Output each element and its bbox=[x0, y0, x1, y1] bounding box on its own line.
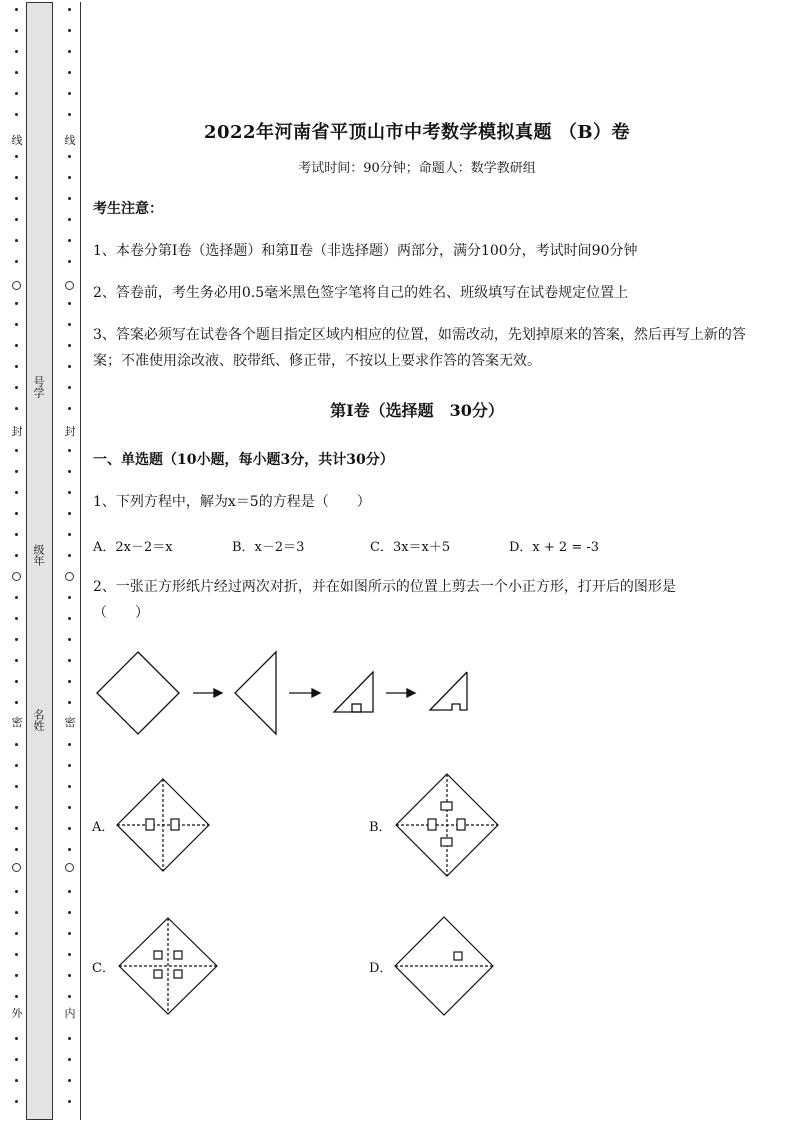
margin-dot bbox=[68, 512, 71, 515]
outer-dot-column bbox=[10, 0, 24, 1123]
margin-dot bbox=[15, 218, 18, 221]
margin-dot bbox=[15, 491, 18, 494]
margin-dot bbox=[68, 680, 71, 683]
page-subtitle: 考试时间：90分钟；命题人：数学教研组 bbox=[298, 161, 536, 176]
margin-dot bbox=[15, 449, 18, 452]
q1-option-b: B．x－2＝3 bbox=[232, 540, 305, 555]
q2-option-a-figure bbox=[114, 776, 212, 874]
margin-dot bbox=[15, 29, 18, 32]
margin-dot bbox=[15, 92, 18, 95]
margin-dot bbox=[68, 638, 71, 641]
margin-dot bbox=[15, 953, 18, 956]
margin-dot bbox=[68, 344, 71, 347]
q1-option-d: D．x + 2 = -3 bbox=[509, 540, 600, 555]
notes-heading: 考生注意： bbox=[93, 201, 163, 217]
margin-dot bbox=[68, 155, 71, 158]
margin-dot bbox=[68, 995, 71, 998]
margin-dot bbox=[68, 71, 71, 74]
inner-seal-mi: 密 bbox=[64, 716, 76, 729]
binding-line bbox=[80, 2, 81, 1120]
margin-dot bbox=[15, 743, 18, 746]
margin-dot bbox=[15, 596, 18, 599]
margin-dot bbox=[15, 680, 18, 683]
margin-dot bbox=[15, 71, 18, 74]
inner-hole-circle bbox=[65, 863, 74, 872]
inner-seal-nei: 内 bbox=[64, 1007, 76, 1020]
q2-option-d-figure bbox=[393, 915, 495, 1017]
outer-hole-circle bbox=[12, 572, 21, 581]
q1-option-a: A．2x－2＝x bbox=[93, 540, 173, 555]
q2-option-d-label: D． bbox=[369, 961, 393, 976]
margin-dot bbox=[68, 323, 71, 326]
q2-option-a-label: A． bbox=[92, 820, 115, 835]
margin-dot bbox=[68, 239, 71, 242]
field-grade: 级年 bbox=[32, 544, 45, 566]
margin-dot bbox=[68, 932, 71, 935]
margin-dot bbox=[15, 932, 18, 935]
margin-dot bbox=[68, 827, 71, 830]
margin-dot bbox=[15, 554, 18, 557]
margin-dot bbox=[68, 50, 71, 53]
cut-square-mark bbox=[352, 704, 361, 712]
note-item: 2、答卷前，考生务必用0.5毫米黑色签字笔将自己的姓名、班级填写在试卷规定位置上 bbox=[93, 285, 629, 301]
margin-dot bbox=[68, 491, 71, 494]
margin-dot bbox=[15, 533, 18, 536]
page-title: 2022年河南省平顶山市中考数学模拟真题 （B）卷 bbox=[203, 122, 631, 143]
margin-dot bbox=[15, 323, 18, 326]
outer-seal-xian: 线 bbox=[11, 134, 23, 147]
margin-dot bbox=[15, 8, 18, 11]
margin-dot bbox=[68, 218, 71, 221]
margin-dot bbox=[15, 638, 18, 641]
margin-dot bbox=[15, 386, 18, 389]
margin-dot bbox=[68, 365, 71, 368]
margin-dot bbox=[68, 449, 71, 452]
margin-dot bbox=[15, 197, 18, 200]
margin-dot bbox=[15, 806, 18, 809]
margin-dot bbox=[15, 113, 18, 116]
square-paper-shape bbox=[97, 652, 179, 734]
margin-dot bbox=[15, 617, 18, 620]
margin-dot bbox=[68, 8, 71, 11]
q2-option-b-figure bbox=[394, 772, 500, 878]
margin-dot bbox=[15, 155, 18, 158]
margin-dot bbox=[68, 302, 71, 305]
margin-dot bbox=[68, 701, 71, 704]
q2-option-c-label: C． bbox=[92, 961, 115, 976]
margin-dot bbox=[68, 1037, 71, 1040]
margin-dot bbox=[68, 743, 71, 746]
margin-dot bbox=[68, 1079, 71, 1082]
margin-dot bbox=[68, 554, 71, 557]
margin-dot bbox=[15, 302, 18, 305]
outer-hole-circle bbox=[12, 281, 21, 290]
cut-triangle-shape bbox=[430, 672, 467, 710]
margin-dot bbox=[68, 260, 71, 263]
margin-dot bbox=[68, 1058, 71, 1061]
inner-seal-xian: 线 bbox=[64, 134, 76, 147]
margin-dot bbox=[15, 659, 18, 662]
margin-dot bbox=[68, 953, 71, 956]
note-item: 1、本卷分第Ⅰ卷（选择题）和第Ⅱ卷（非选择题）两部分，满分100分，考试时间90分钟 bbox=[93, 243, 638, 259]
margin-dot bbox=[15, 260, 18, 263]
margin-dot bbox=[68, 470, 71, 473]
margin-dot bbox=[15, 50, 18, 53]
margin-dot bbox=[15, 785, 18, 788]
margin-dot bbox=[68, 29, 71, 32]
margin-dot bbox=[68, 197, 71, 200]
margin-dot bbox=[15, 1100, 18, 1103]
margin-dot bbox=[15, 176, 18, 179]
margin-dot bbox=[68, 92, 71, 95]
margin-dot bbox=[15, 848, 18, 851]
margin-dot bbox=[68, 890, 71, 893]
margin-dot bbox=[15, 470, 18, 473]
margin-dot bbox=[15, 1079, 18, 1082]
twice-folded-triangle-shape bbox=[334, 672, 373, 712]
question-2-stem: 2、一张正方形纸片经过两次对折，并在如图所示的位置上剪去一个小正方形，打开后的图形是（ ） bbox=[93, 579, 676, 621]
margin-dot bbox=[15, 827, 18, 830]
margin-dot bbox=[15, 344, 18, 347]
section-heading: 第Ⅰ卷（选择题 30分） bbox=[330, 401, 504, 420]
q2-option-b-label: B． bbox=[369, 820, 392, 835]
q2-option-c-figure bbox=[116, 916, 220, 1016]
margin-dot bbox=[68, 806, 71, 809]
margin-dot bbox=[15, 701, 18, 704]
margin-dot bbox=[15, 974, 18, 977]
margin-dot bbox=[68, 1100, 71, 1103]
margin-dot bbox=[68, 617, 71, 620]
outer-seal-feng: 封 bbox=[11, 425, 23, 438]
margin-dot bbox=[15, 239, 18, 242]
folded-triangle-shape bbox=[235, 652, 276, 734]
margin-dot bbox=[15, 365, 18, 368]
margin-dot bbox=[68, 113, 71, 116]
margin-dot bbox=[68, 974, 71, 977]
margin-dot bbox=[15, 407, 18, 410]
folding-sequence-figure bbox=[90, 648, 480, 740]
outer-seal-mi: 密 bbox=[11, 716, 23, 729]
margin-dot bbox=[68, 407, 71, 410]
margin-dot bbox=[15, 512, 18, 515]
q1-option-c: C．3x＝x＋5 bbox=[370, 540, 451, 555]
part-heading: 一、单选题（10小题，每小题3分，共计30分） bbox=[93, 452, 394, 468]
margin-dot bbox=[15, 995, 18, 998]
margin-dot bbox=[15, 890, 18, 893]
margin-dot bbox=[68, 596, 71, 599]
margin-dot bbox=[68, 848, 71, 851]
margin-dot bbox=[15, 1037, 18, 1040]
field-student-id: 号学 bbox=[32, 376, 45, 398]
margin-dot bbox=[15, 764, 18, 767]
margin-dot bbox=[68, 785, 71, 788]
inner-seal-feng: 封 bbox=[64, 425, 76, 438]
inner-hole-circle bbox=[65, 572, 74, 581]
question-1-stem: 1、下列方程中，解为x＝5的方程是（ ） bbox=[93, 494, 371, 510]
margin-dot bbox=[15, 911, 18, 914]
margin-dot bbox=[68, 911, 71, 914]
margin-dot bbox=[15, 1058, 18, 1061]
margin-dot bbox=[68, 764, 71, 767]
margin-dot bbox=[68, 176, 71, 179]
field-name: 名姓 bbox=[32, 709, 45, 731]
margin-dot bbox=[68, 386, 71, 389]
outer-hole-circle bbox=[12, 863, 21, 872]
margin-dot bbox=[68, 533, 71, 536]
outer-seal-wai: 外 bbox=[11, 1007, 23, 1020]
inner-hole-circle bbox=[65, 281, 74, 290]
margin-dot bbox=[68, 659, 71, 662]
inner-dot-column bbox=[63, 0, 77, 1123]
note-item: 3、答案必须写在试卷各个题目指定区域内相应的位置，如需改动，先划掉原来的答案，然后再写上新的答案；不准使用涂改液、胶带纸、修正带，不按以上要求作答的答案无效。 bbox=[93, 327, 746, 369]
